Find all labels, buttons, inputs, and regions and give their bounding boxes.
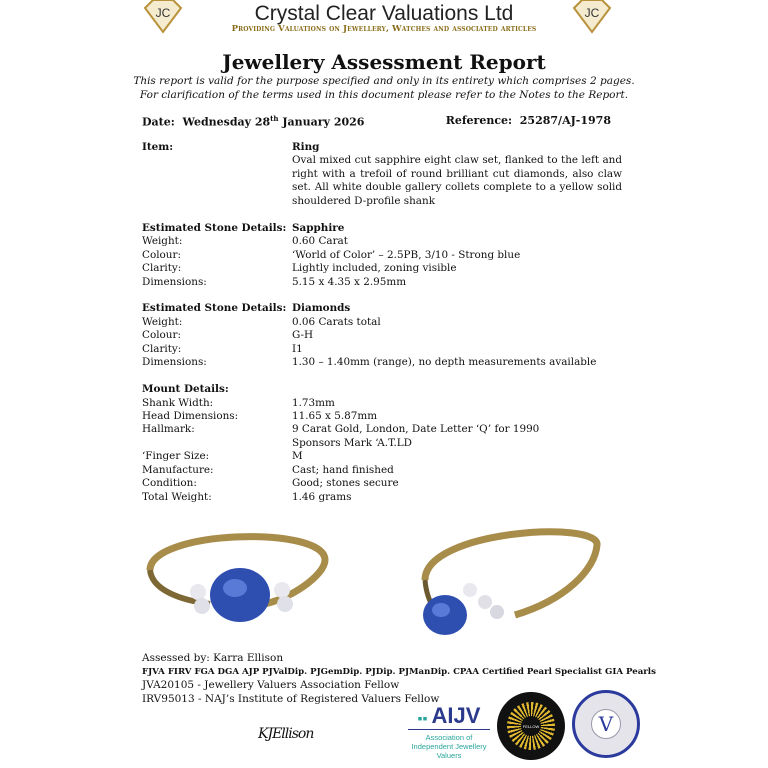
field-label: Dimensions: (142, 356, 207, 369)
item-row: Item: Ring (142, 141, 320, 153)
field-value: M (292, 450, 303, 463)
field-value: 1.30 – 1.40mm (range), no depth measurements available (292, 356, 597, 369)
qualifications: FJVA FIRV FGA DGA AJP PJValDip. PJGemDip. PJDip. PJManDip. CPAA Certified Pearl Specialist GIA Pearls (142, 666, 656, 677)
ring-photo-front (140, 520, 335, 629)
field-label: Total Weight: (142, 490, 212, 503)
field-label: Clarity: (142, 342, 182, 355)
field-value: Good; stones secure (292, 477, 399, 490)
signature: KJEllison (258, 726, 314, 742)
sapphire-rows (142, 235, 622, 289)
field-value: 1.73mm (292, 396, 335, 409)
field-label: Weight: (142, 235, 183, 248)
diamonds-row (142, 343, 622, 356)
field-label: Head Dimensions: (142, 410, 239, 423)
sapphire-row (142, 262, 622, 275)
field-label: Hallmark: (142, 423, 195, 436)
field-value: I1 (292, 342, 303, 355)
diamonds-row (142, 356, 622, 369)
field-label: Condition: (142, 477, 197, 490)
item-description: Oval mixed cut sapphire eight claw set, flanked to the left and right with a trefoil of round brilliant cut diamonds, also claw set. All white double gallery collets complete to a yellow solid shouldered D-profile shank (292, 154, 622, 207)
irv-membership: IRV95013 - NAJ’s Institute of Registered Valuers Fellow (142, 692, 440, 705)
report-note: This report is valid for the purpose specified and only in its entirety which comprises 2 pages. For clarification of the terms used in this document please refer to the Notes to the Report. (133, 75, 635, 101)
mount-row (142, 397, 622, 410)
sapphire-row (142, 276, 622, 289)
field-label (142, 437, 292, 450)
field-value: Sponsors Mark ‘A.T.LD (292, 436, 413, 449)
report-title: Jewellery Assessment Report (222, 50, 546, 74)
diamond-rows (142, 316, 622, 370)
field-label: Shank Width: (142, 396, 214, 409)
field-label: Clarity: (142, 262, 182, 275)
field-value: Lightly included, zoning visible (292, 262, 457, 275)
sapphire-header: Estimated Stone Details: Sapphire (142, 221, 345, 234)
report-date: Date: Wednesday 28th January 2026 (142, 114, 365, 129)
mount-row (142, 491, 622, 504)
field-value: G-H (292, 329, 314, 342)
field-value: 9 Carat Gold, London, Date Letter ‘Q’ for 1990 (292, 423, 540, 436)
field-value: 1.46 grams (292, 490, 352, 503)
assessor-block (142, 652, 656, 706)
ring-photo-side (405, 520, 605, 644)
mount-row (142, 410, 622, 423)
assessed-by: Assessed by: Karra Ellison (142, 652, 284, 664)
field-value: 0.60 Carat (292, 235, 348, 248)
sapphire-row (142, 235, 622, 248)
mount-rows (142, 397, 622, 505)
diamonds-row (142, 316, 622, 329)
field-label: Manufacture: (142, 463, 214, 476)
mount-row (142, 464, 622, 477)
jva-membership: JVA20105 - Jewellery Valuers Association Fellow (142, 679, 400, 691)
field-value: Cast; hand finished (292, 463, 394, 476)
details (142, 141, 622, 504)
field-value: 5.15 x 4.35 x 2.95mm (292, 275, 407, 288)
field-label: Dimensions: (142, 275, 207, 288)
field-value: 11.65 x 5.87mm (292, 410, 378, 423)
svg-text:JC: JC (155, 6, 171, 20)
aijv-logo: ▪▪ AIJV Association of Independent Jewellery Valuers (408, 705, 490, 760)
field-value: 0.06 Carats total (292, 315, 381, 328)
company-name: Crystal Clear Valuations Ltd (254, 2, 514, 25)
mount-row (142, 423, 622, 436)
diamonds-row (142, 329, 622, 342)
diamonds-header: Estimated Stone Details: Diamonds (142, 302, 351, 315)
mount-row (142, 437, 622, 450)
field-label: Colour: (142, 248, 181, 261)
field-label: ‘Finger Size: (142, 450, 210, 463)
jva-founder-badge: V (572, 690, 640, 758)
svg-text:JC: JC (584, 6, 600, 20)
tagline: Providing Valuations on Jewellery, Watches and associated articles (231, 24, 537, 34)
field-label: Weight: (142, 315, 183, 328)
mount-header: Mount Details: (142, 383, 229, 396)
field-label: Colour: (142, 329, 181, 342)
field-value: ‘World of Color’ – 2.5PB, 3/10 - Strong blue (292, 248, 521, 261)
mount-row (142, 477, 622, 490)
naj-fellow-badge: FELLOW (497, 692, 565, 760)
mount-row (142, 450, 622, 463)
sapphire-row (142, 249, 622, 262)
report-reference: Reference: 25287/AJ-1978 (445, 114, 611, 127)
